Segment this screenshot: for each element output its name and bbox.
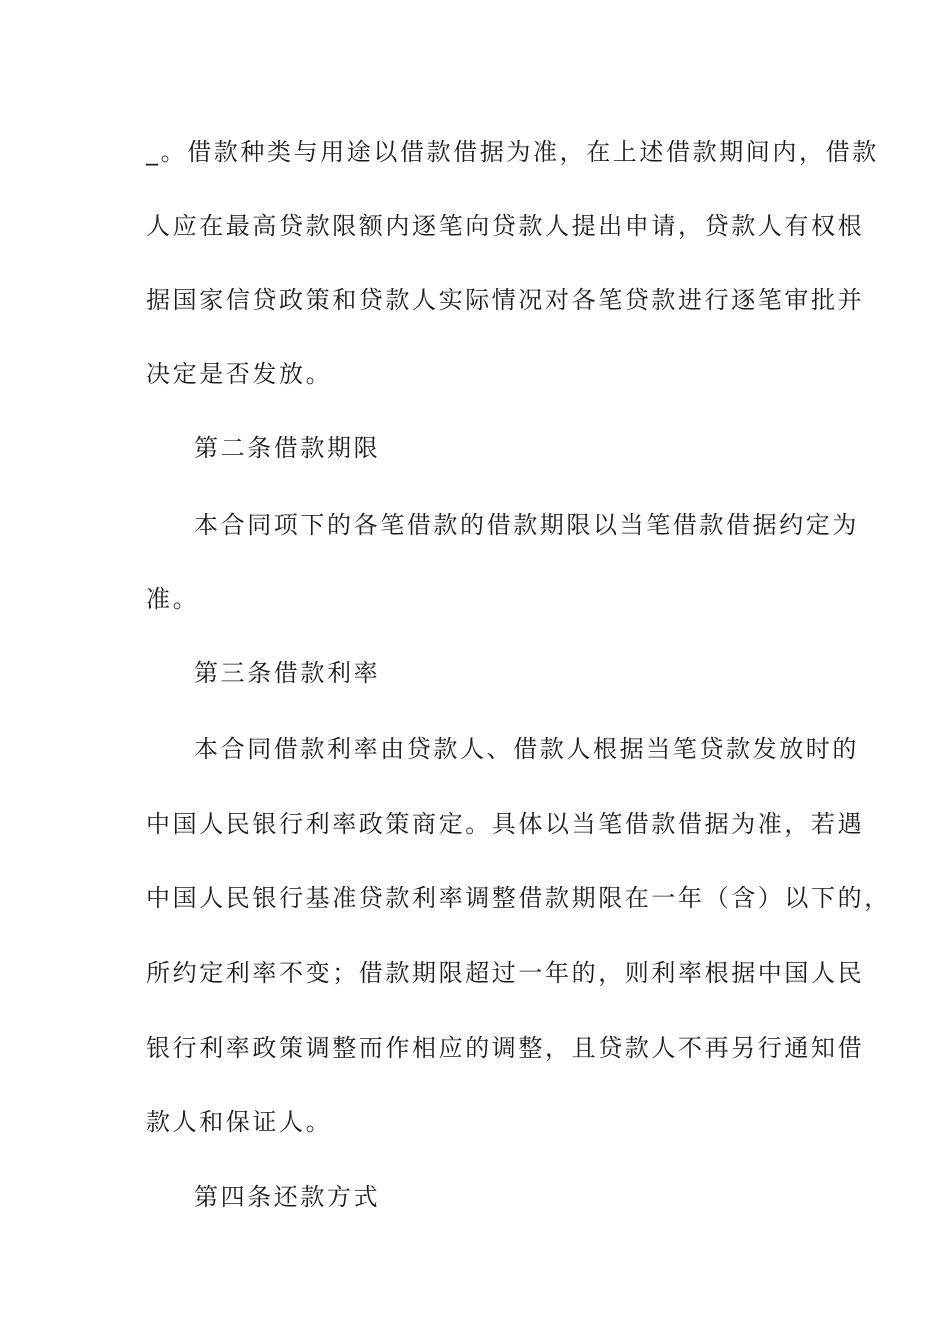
paragraph-line: 本合同借款利率由贷款人、借款人根据当笔贷款发放时的 <box>194 735 859 763</box>
paragraph-line: 所约定利率不变；借款期限超过一年的，则利率根据中国人民 <box>146 959 865 987</box>
paragraph-line: 人应在最高贷款限额内逐笔向贷款人提出申请，贷款人有权根 <box>146 212 865 240</box>
paragraph-line: 中国人民银行利率政策商定。具体以当笔借款借据为准，若遇 <box>146 810 865 838</box>
paragraph-line: 准。 <box>146 585 200 613</box>
paragraph-line: 据国家信贷政策和贷款人实际情况对各笔贷款进行逐笔审批并 <box>146 286 865 314</box>
paragraph-line: 中国人民银行基准贷款利率调整借款期限在一年（含）以下的， <box>146 884 891 912</box>
section-heading: 第二条借款期限 <box>194 434 381 462</box>
section-heading: 第四条还款方式 <box>194 1183 381 1211</box>
paragraph-line: 银行利率政策调整而作相应的调整，且贷款人不再另行通知借 <box>146 1034 865 1062</box>
paragraph-line: 本合同项下的各笔借款的借款期限以当笔借款借据约定为 <box>194 511 859 539</box>
paragraph-line: 款人和保证人。 <box>146 1108 333 1136</box>
paragraph-line: 决定是否发放。 <box>146 360 333 388</box>
section-heading: 第三条借款利率 <box>194 659 381 687</box>
paragraph-line: _。借款种类与用途以借款借据为准，在上述借款期间内，借款 <box>146 138 879 166</box>
